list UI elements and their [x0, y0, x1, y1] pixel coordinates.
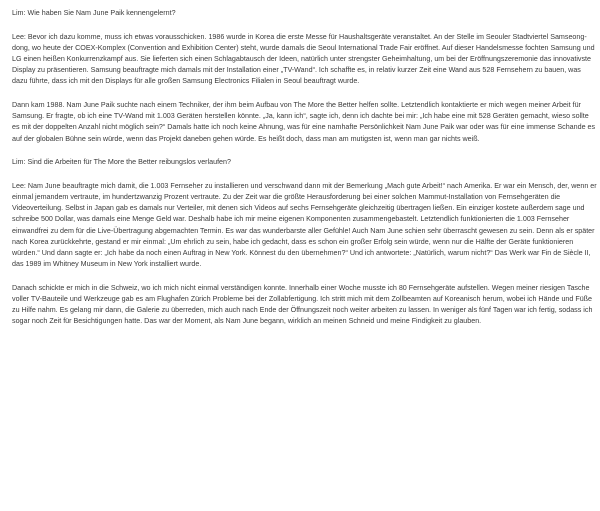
question-smooth-work: Lim: Sind die Arbeiten für The More the Better reibungslos verlaufen? [12, 158, 231, 167]
answer-installation-success: Lee: Nam June beauftragte mich damit, die 1.003 Fernseher zu installieren und verschwand dann mit der Bemerkung „Mach gute Arbeit!“ nach Amerika. Er war ein Mensch, der, wenn er einmal jemandem vertraute, im hundertzwanzig Prozent vertraute. Zu der Zeit war die größte Herausforderung bei einer solchen Mammut-Installation von Fernsehgeräten die Videoverteilung. Selbst in Japan gab es damals nur Verteiler, mit denen sich Videos auf sechs Fernsehgeräte gleichzeitig übertragen ließen. Ein einziger kostete außerdem sage und schreibe 500 Dollar, was damals eine Menge Geld war. Deshalb habe ich mir meine eigenen Komponenten zusammengebastelt. Letztendlich funktionierten die 1.003 Fernseher einwandfrei zu dem für die Live-Übertragung abgemachten Termin. Es war das wunderbarste aller Gefühle! Auch Nam June schien sehr überrascht gewesen zu sein. Denn als er später nach Korea zurückkehrte, gestand er mir einmal: „Um ehrlich zu sein, habe ich gedacht, dass es schon ein großer Erfolg sein würde, wenn nur die Hälfte der Geräte funktionieren würden.“ Und dann sagte er: „Ich habe da noch einen Auftrag in New York. Könnest du den übernehmen?“ Und ich antwortete: „Natürlich, warum nicht?“ Das Werk war Fin de Siècle II, das 1989 im Whitney Museum in New York installiert wurde. [12, 181, 597, 269]
question-how-met: Lim: Wie haben Sie Nam June Paik kennengelernt? [12, 9, 176, 17]
answer-the-more-the-better: Dann kam 1988. Nam June Paik suchte nach einem Techniker, der ihm beim Aufbau von The More the Better helfen sollte. Letztendlich kontaktierte er mich wegen meiner Arbeit für Samsung. Er fragte, ob ich eine TV-Wand mit 1.003 Geräten herstellen könnte. „Ja, kann ich“, sagte ich, denn ich dachte bei mir: „Ich habe eine mit 528 Geräten gemacht, wieso sollte es mit der doppelten Anzahl nicht möglich sein?“ Damals hatte ich noch keine Ahnung, was für eine namhafte Persönlichkeit Nam June Paik war oder was für eine immense Schande es auf der globalen Bühne sein würde, wenn das Projekt daneben gehen würde. Es heißt doch, dass man am mutigsten ist, wenn man gar nichts weiß. [12, 101, 596, 143]
answer-samsung-tv-wall: Lee: Bevor ich dazu komme, muss ich etwas vorausschicken. 1986 wurde in Korea die erste Messe für Haushaltsgeräte veranstaltet. An der Stelle im Seouler Stadtviertel Samseong-dong, wo heute der COEX-Komplex (Convention and Exhibition Center) steht, wurde damals die Seoul International Trade Fair eröffnet. Auf dieser Handelsmesse fochten Samsung und LG einen heißen Konkurrenzkampf aus. Sie lieferten sich einen Schlagabtausch der Ideen, natürlich unter strengster Geheimhaltung, um bei der Eröffnungszeremonie das innovativste Display zu präsentieren. Samsung beauftragte mich damals mit der Installation einer „TV-Wand“. Ich schaffte es, in relativ kurzer Zeit eine Wand aus 528 Fernsehern zu bauen, was dazu führte, dass ich mit den Displays für alle großen Samsung Electronics Filialen in Seoul beauftragt wurde. [12, 32, 595, 86]
answer-switzerland: Danach schickte er mich in die Schweiz, wo ich mich nicht einmal verständigen konnte. Innerhalb einer Woche musste ich 80 Fernsehgeräte aufstellen. Wegen meiner riesigen Tasche voller TV-Bauteile und Werkzeuge gab es am Flughafen Zürich Probleme bei der Zollabfertigung. Ich stritt mich mit dem Zollbeamten auf Koreanisch herum, wobei ich Hände und Füße zu Hilfe nahm. Es gelang mir dann, die Galerie zu überreden, mich auch nach Ende der Öffnungszeit noch weiter arbeiten zu lassen. In weniger als fünf Tagen war ich fertig, sodass ich sogar noch Zeit für Besichtigungen hatte. Das war der Moment, als Nam June begann, wirklich an meinen Schneid und meine Findigkeit zu glauben. [12, 283, 593, 326]
